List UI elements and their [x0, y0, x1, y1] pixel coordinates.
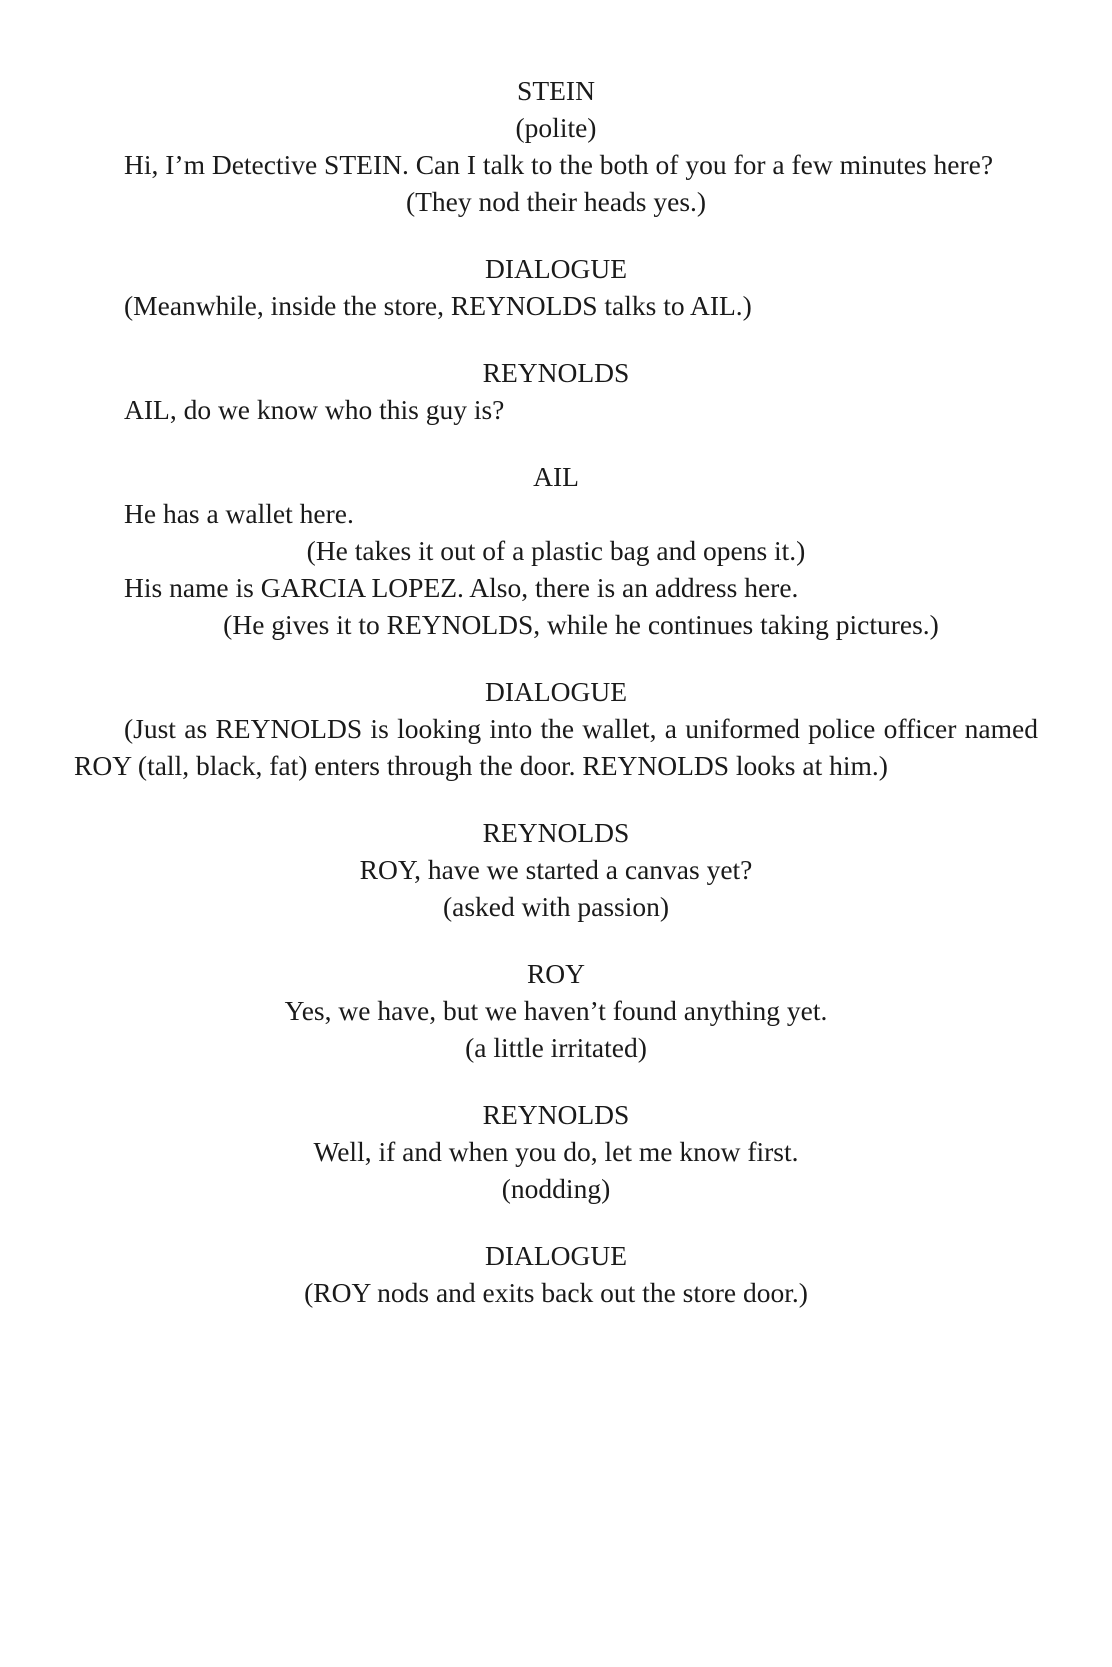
dialogue-line: He has a wallet here.	[124, 498, 354, 529]
character-name: STEIN	[517, 75, 595, 106]
dialogue-line: (Just as REYNOLDS is looking into the wallet, a uniformed police officer named ROY (tall, black, fat) enters through the door. REYNOLDS looks at him.)	[74, 713, 1038, 781]
action-line: (They nod their heads yes.)	[405, 186, 707, 217]
parenthetical: (polite)	[515, 112, 597, 143]
character-name: DIALOGUE	[484, 253, 628, 284]
action-line: (He takes it out of a plastic bag and opens it.)	[306, 535, 806, 566]
parenthetical: (a little irritated)	[465, 1032, 647, 1063]
dialogue-line: Hi, I’m Detective STEIN. Can I talk to the both of you for a few minutes here?	[124, 149, 994, 180]
character-name: REYNOLDS	[482, 1099, 630, 1130]
dialogue-line: Well, if and when you do, let me know first.	[313, 1136, 799, 1167]
dialogue-line: (Meanwhile, inside the store, REYNOLDS talks to AIL.)	[124, 290, 752, 321]
character-name: ROY	[526, 958, 586, 989]
parenthetical: (asked with passion)	[442, 891, 670, 922]
dialogue-line: (ROY nods and exits back out the store door.)	[304, 1277, 808, 1308]
dialogue-line: AIL, do we know who this guy is?	[124, 394, 505, 425]
character-name: DIALOGUE	[484, 1240, 628, 1271]
dialogue-line: Yes, we have, but we haven’t found anything yet.	[284, 995, 828, 1026]
dialogue-line: ROY, have we started a canvas yet?	[359, 854, 753, 885]
parenthetical: (nodding)	[501, 1173, 611, 1204]
dialogue-line: His name is GARCIA LOPEZ. Also, there is an address here.	[124, 572, 799, 603]
character-name: REYNOLDS	[482, 357, 630, 388]
script-page	[74, 72, 1038, 1311]
action-line: (He gives it to REYNOLDS, while he continues taking pictures.)	[223, 609, 939, 640]
character-name: AIL	[533, 461, 579, 492]
character-name: REYNOLDS	[482, 817, 630, 848]
character-name: DIALOGUE	[484, 676, 628, 707]
